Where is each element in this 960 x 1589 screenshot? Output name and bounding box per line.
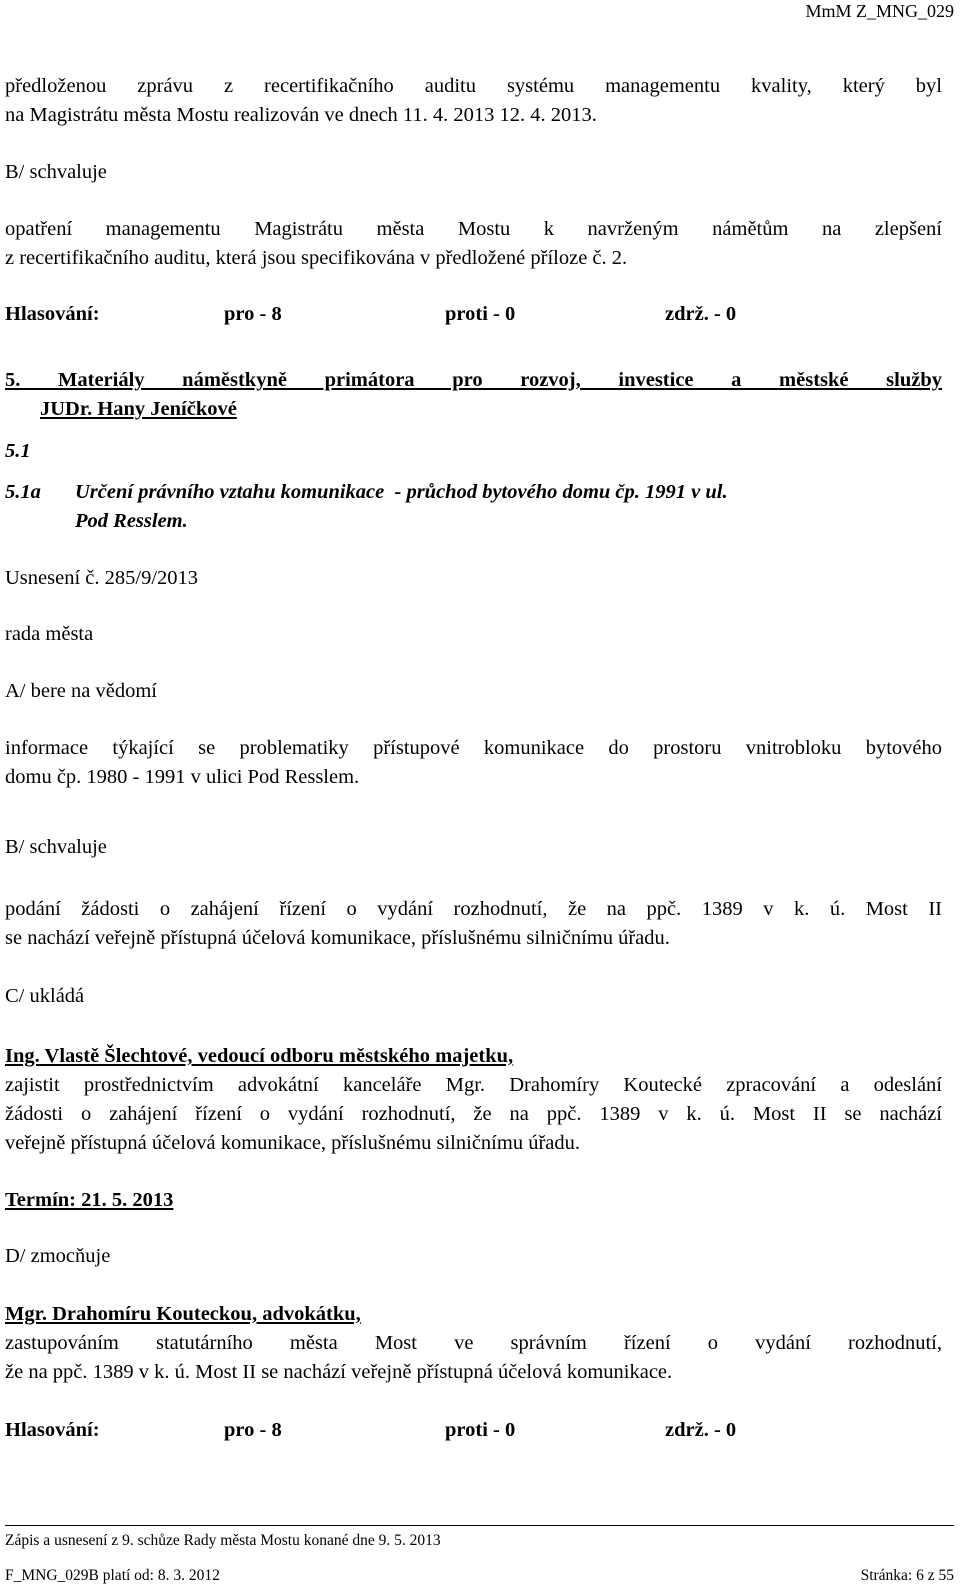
section-5-1-number: 5.1 (5, 440, 31, 462)
section-a-heading: A/ bere na vědomí (5, 680, 157, 702)
vote-row-1 (5, 300, 955, 329)
section-5-heading-line-2: JUDr. Hany Jeníčkové (40, 398, 237, 420)
vote-row-2 (5, 1416, 955, 1445)
section-a-line-1: informace týkající se problematiky přístupové komunikace do prostoru vnitrobloku bytového (5, 737, 942, 759)
section-b-line-1: opatření managementu Magistrátu města Mostu k navrženým námětům na zlepšení (5, 218, 942, 240)
vote-pro: pro - 8 (224, 1419, 282, 1441)
term-deadline: Termín: 21. 5. 2013 (5, 1189, 174, 1211)
resolution-b-heading: B/ schvaluje (5, 836, 107, 858)
vote-label: Hlasování: (5, 303, 100, 325)
item-title-line-1: Určení právního vztahu komunikace - průchod bytového domu čp. 1991 v ul. (75, 481, 728, 503)
footer-page-number: Stránka: 6 z 55 (860, 1567, 954, 1584)
section-c-responsible-person: Ing. Vlastě Šlechtové, vedoucí odboru městského majetku, (5, 1045, 514, 1067)
vote-zdrz: zdrž. - 0 (665, 303, 737, 325)
resolution-number: Usnesení č. 285/9/2013 (5, 567, 199, 589)
section-d-line-2: že na ppč. 1389 v k. ú. Most II se nachází veřejně přístupná účelová komunikace. (5, 1361, 673, 1383)
section-c-line-2: žádosti o zahájení řízení o vydání rozhodnutí, že na ppč. 1389 v k. ú. Most II se nachází (5, 1103, 942, 1125)
vote-proti: proti - 0 (445, 303, 516, 325)
intro-line-1: předloženou zprávu z recertifikačního auditu systému managementu kvality, který byl (5, 75, 942, 97)
section-5-heading-line-1: 5. Materiály náměstkyně primátora pro rozvoj, investice a městské služby (5, 369, 942, 391)
intro-line-2: na Magistrátu města Mostu realizován ve dnech 11. 4. 2013 12. 4. 2013. (5, 104, 597, 126)
footer-divider (5, 1525, 954, 1526)
footer-minutes-title: Zápis a usnesení z 9. schůze Rady města Mostu konané dne 9. 5. 2013 (5, 1532, 441, 1549)
resolution-b-line-2: se nachází veřejně přístupná účelová komunikace, příslušnému silničnímu úřadu. (5, 927, 670, 949)
section-b-line-2: z recertifikačního auditu, která jsou specifikována v předložené příloze č. 2. (5, 247, 628, 269)
resolution-b-line-1: podání žádosti o zahájení řízení o vydání rozhodnutí, že na ppč. 1389 v k. ú. Most II (5, 898, 942, 920)
section-c-heading: C/ ukládá (5, 985, 85, 1007)
section-d-heading: D/ zmocňuje (5, 1245, 111, 1267)
footer-form-code: F_MNG_029B platí od: 8. 3. 2012 (5, 1567, 220, 1584)
section-d-authorized-person: Mgr. Drahomíru Kouteckou, advokátku, (5, 1303, 361, 1325)
vote-proti: proti - 0 (445, 1419, 516, 1441)
document-code: MmM Z_MNG_029 (805, 1, 954, 21)
item-number: 5.1a (5, 481, 41, 503)
item-title-line-2: Pod Resslem. (75, 510, 188, 532)
vote-label: Hlasování: (5, 1419, 100, 1441)
section-d-line-1: zastupováním statutárního města Most ve správním řízení o vydání rozhodnutí, (5, 1332, 942, 1354)
resolution-body: rada města (5, 623, 94, 645)
vote-pro: pro - 8 (224, 303, 282, 325)
vote-zdrz: zdrž. - 0 (665, 1419, 737, 1441)
section-c-line-1: zajistit prostřednictvím advokátní kanceláře Mgr. Drahomíry Koutecké zpracování a odeslání (5, 1074, 942, 1096)
section-c-line-3: veřejně přístupná účelová komunikace, příslušnému silničnímu úřadu. (5, 1132, 580, 1154)
section-b-heading: B/ schvaluje (5, 161, 107, 183)
section-a-line-2: domu čp. 1980 - 1991 v ulici Pod Resslem. (5, 766, 360, 788)
